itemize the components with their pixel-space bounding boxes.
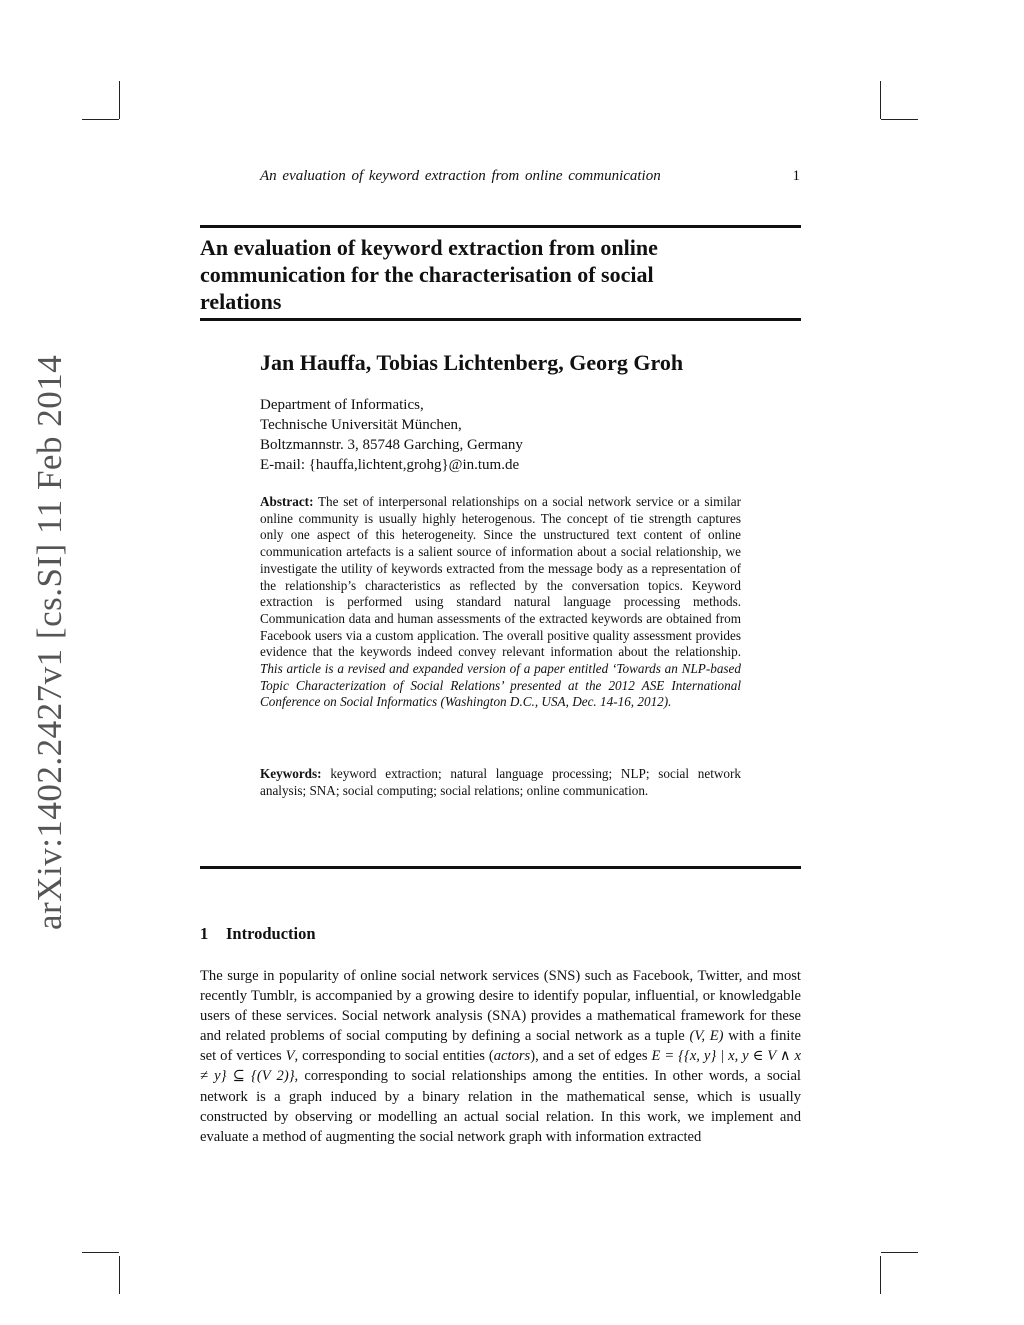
intro-emphasis-actors: actors — [493, 1048, 531, 1065]
abstract-label: Abstract: — [260, 494, 314, 509]
crop-mark-bottom-left-vertical — [119, 1256, 120, 1294]
crop-mark-top-left-vertical — [119, 81, 120, 119]
crop-mark-bottom-right-vertical — [880, 1256, 881, 1294]
arxiv-side-stamp: arXiv:1402.2427v1 [cs.SI] 11 Feb 2014 — [30, 354, 69, 930]
author-list: Jan Hauffa, Tobias Lichtenberg, Georg Groh — [260, 350, 684, 375]
keywords-label: Keywords: — [260, 766, 322, 781]
title-line: An evaluation of keyword extraction from online — [200, 235, 658, 260]
intro-text: The surge in popularity of online social network services (SNS) such as Facebook, Twitter, and most recently Tumblr, is accompanied by a growing desire to identify popular, influential, or knowledgable users of these services. Social network analysis (SNA) provides a mathematical framework for these and related problems of social computing by defining a social network as a tuple — [200, 968, 801, 1045]
paper-title — [200, 234, 760, 315]
abstract-rule-bottom — [200, 866, 801, 869]
title-rule-top — [200, 225, 801, 228]
math-vertex-set: V — [285, 1048, 295, 1065]
math-tuple: (V, E) — [689, 1028, 724, 1045]
page-number: 1 — [792, 168, 800, 184]
abstract-text: The set of interpersonal relationships on a social network service or a similar online community is usually highly heterogenous. The concept of tie strength captures only one aspect of this heterogeneity. Since the unstructured text content of online communication artefacts is a salient source of information about a social relationship, we investigate the utility of keywords extracted from the message body as a representation of the relationship’s characteristics as reflected by the conversation topics. Keyword extraction is performed using standard natural language processing methods. Communication data and human assessments of the extracted keywords are obtained from Facebook users via a custom application. The overall positive quality assessment provides evidence that the keywords indeed convey relevant information about the relationship. — [260, 494, 741, 660]
affiliation-line: Boltzmannstr. 3, 85748 Garching, Germany — [260, 437, 523, 453]
affiliation-email: E-mail: {hauffa,lichtent,grohg}@in.tum.de — [260, 457, 520, 473]
introduction-paragraph — [200, 966, 801, 1147]
section-heading-introduction — [200, 924, 316, 944]
title-line: relations — [200, 289, 282, 314]
affiliation-line: Department of Informatics, — [260, 397, 424, 413]
math-edge-set: E = {{x, y} | x, y ∈ V ∧ x ≠ y} ⊆ {(V 2)}, — [200, 1048, 801, 1085]
keywords-text: keyword extraction; natural language processing; NLP; social network analysis; SNA; social computing; social relations; online communication. — [260, 766, 742, 798]
crop-mark-top-left-horizontal — [82, 119, 119, 120]
intro-text: , corresponding to social entities ( — [294, 1048, 494, 1065]
section-number: 1 — [200, 924, 209, 943]
section-title: Introduction — [226, 924, 316, 943]
keywords — [260, 766, 741, 799]
crop-mark-bottom-right-horizontal — [881, 1252, 918, 1253]
running-title: An evaluation of keyword extraction from online communication — [260, 168, 661, 184]
intro-text: with a finite set of vertices — [200, 1028, 802, 1065]
intro-text: ), and a set of edges — [530, 1048, 648, 1065]
intro-text: corresponding to social relationships among the entities. In other words, a social network is a graph induced by a binary relation in the mathematical sense, which is usually constructed by observing or modelling an actual social relation. In this work, we implement and evaluate a method of augmenting the social network graph with information extracted — [200, 1068, 801, 1145]
crop-mark-bottom-left-horizontal — [82, 1252, 119, 1253]
abstract-revision-note: This article is a revised and expanded version of a paper entitled ‘Towards an NLP-based Topic Characterization of Social Relations’ presented at the 2012 ASE International Conference on Social Informatics (Washington D.C., USA, Dec. 14-16, 2012). — [260, 661, 741, 710]
crop-mark-top-right-vertical — [880, 81, 881, 119]
affiliation — [260, 395, 523, 475]
title-rule-bottom — [200, 318, 801, 321]
affiliation-line: Technische Universität München, — [260, 417, 462, 433]
abstract — [260, 494, 741, 711]
running-head — [200, 168, 800, 188]
crop-mark-top-right-horizontal — [881, 119, 918, 120]
title-line: communication for the characterisation of social — [200, 262, 654, 287]
